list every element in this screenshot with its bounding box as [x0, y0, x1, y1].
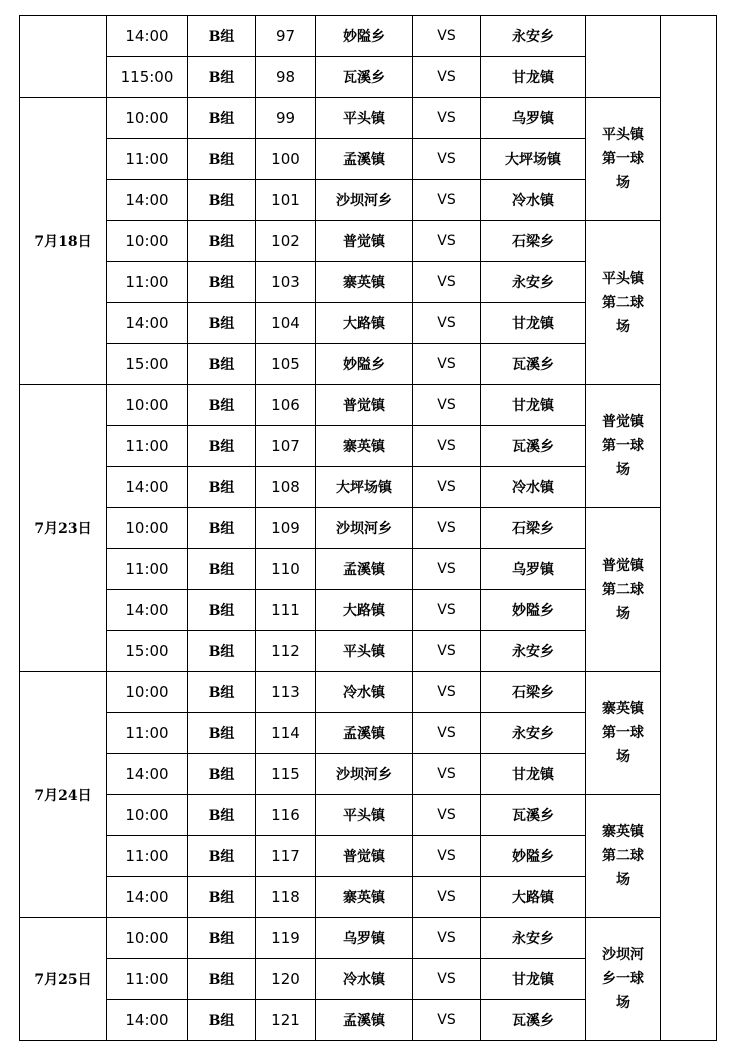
vs-cell: VS — [413, 1000, 481, 1041]
table-row — [20, 385, 717, 426]
time-cell: 14:00 — [107, 303, 188, 344]
away-team-cell: 瓦溪乡 — [481, 426, 586, 467]
match-number-cell: 118 — [256, 877, 316, 918]
match-number-cell: 107 — [256, 426, 316, 467]
date-cell: 7月23日 — [20, 385, 107, 672]
vs-cell: VS — [413, 713, 481, 754]
date-cell — [20, 16, 107, 98]
time-cell: 14:00 — [107, 467, 188, 508]
match-number-cell: 121 — [256, 1000, 316, 1041]
match-number-cell: 110 — [256, 549, 316, 590]
home-team-cell: 寨英镇 — [316, 877, 413, 918]
away-team-cell: 大路镇 — [481, 877, 586, 918]
home-team-cell: 沙坝河乡 — [316, 180, 413, 221]
match-number-cell: 98 — [256, 57, 316, 98]
match-number-cell: 117 — [256, 836, 316, 877]
venue-cell: 普觉镇第一球场 — [586, 385, 661, 508]
time-cell: 14:00 — [107, 590, 188, 631]
table-row — [20, 508, 717, 549]
away-team-cell: 妙隘乡 — [481, 836, 586, 877]
match-number-cell: 116 — [256, 795, 316, 836]
vs-cell: VS — [413, 467, 481, 508]
time-cell: 11:00 — [107, 959, 188, 1000]
table-row — [20, 16, 717, 57]
venue-cell: 寨英镇第一球场 — [586, 672, 661, 795]
group-cell: B组 — [188, 16, 256, 57]
away-team-cell: 永安乡 — [481, 631, 586, 672]
time-cell: 10:00 — [107, 221, 188, 262]
home-team-cell: 孟溪镇 — [316, 1000, 413, 1041]
away-team-cell: 瓦溪乡 — [481, 344, 586, 385]
group-cell: B组 — [188, 344, 256, 385]
match-number-cell: 113 — [256, 672, 316, 713]
home-team-cell: 乌罗镇 — [316, 918, 413, 959]
date-cell: 7月18日 — [20, 98, 107, 385]
table-row — [20, 221, 717, 262]
match-number-cell: 97 — [256, 16, 316, 57]
date-cell: 7月24日 — [20, 672, 107, 918]
time-cell: 11:00 — [107, 836, 188, 877]
time-cell: 14:00 — [107, 754, 188, 795]
home-team-cell: 孟溪镇 — [316, 713, 413, 754]
time-cell: 15:00 — [107, 631, 188, 672]
vs-cell: VS — [413, 139, 481, 180]
home-team-cell: 大路镇 — [316, 590, 413, 631]
home-team-cell: 瓦溪乡 — [316, 57, 413, 98]
time-cell: 11:00 — [107, 549, 188, 590]
away-team-cell: 甘龙镇 — [481, 303, 586, 344]
vs-cell: VS — [413, 918, 481, 959]
time-cell: 11:00 — [107, 426, 188, 467]
group-cell: B组 — [188, 57, 256, 98]
group-cell: B组 — [188, 836, 256, 877]
group-cell: B组 — [188, 631, 256, 672]
match-number-cell: 108 — [256, 467, 316, 508]
vs-cell: VS — [413, 385, 481, 426]
time-cell: 14:00 — [107, 180, 188, 221]
group-cell: B组 — [188, 180, 256, 221]
venue-cell: 平头镇第一球场 — [586, 98, 661, 221]
match-schedule-table — [19, 15, 717, 1041]
vs-cell: VS — [413, 877, 481, 918]
group-cell: B组 — [188, 590, 256, 631]
group-cell: B组 — [188, 1000, 256, 1041]
vs-cell: VS — [413, 959, 481, 1000]
match-number-cell: 114 — [256, 713, 316, 754]
home-team-cell: 平头镇 — [316, 795, 413, 836]
vs-cell: VS — [413, 16, 481, 57]
group-cell: B组 — [188, 672, 256, 713]
group-cell: B组 — [188, 221, 256, 262]
away-team-cell: 瓦溪乡 — [481, 795, 586, 836]
vs-cell: VS — [413, 672, 481, 713]
away-team-cell: 乌罗镇 — [481, 549, 586, 590]
match-number-cell: 100 — [256, 139, 316, 180]
match-number-cell: 101 — [256, 180, 316, 221]
home-team-cell: 平头镇 — [316, 98, 413, 139]
date-cell: 7月25日 — [20, 918, 107, 1041]
away-team-cell: 冷水镇 — [481, 467, 586, 508]
away-team-cell: 永安乡 — [481, 262, 586, 303]
home-team-cell: 沙坝河乡 — [316, 754, 413, 795]
away-team-cell: 乌罗镇 — [481, 98, 586, 139]
group-cell: B组 — [188, 262, 256, 303]
match-number-cell: 99 — [256, 98, 316, 139]
away-team-cell: 甘龙镇 — [481, 385, 586, 426]
group-cell: B组 — [188, 959, 256, 1000]
away-team-cell: 甘龙镇 — [481, 754, 586, 795]
home-team-cell: 冷水镇 — [316, 959, 413, 1000]
group-cell: B组 — [188, 385, 256, 426]
away-team-cell: 妙隘乡 — [481, 590, 586, 631]
home-team-cell: 大路镇 — [316, 303, 413, 344]
away-team-cell: 永安乡 — [481, 918, 586, 959]
table-row — [20, 672, 717, 713]
time-cell: 10:00 — [107, 385, 188, 426]
home-team-cell: 普觉镇 — [316, 836, 413, 877]
away-team-cell: 甘龙镇 — [481, 959, 586, 1000]
group-cell: B组 — [188, 877, 256, 918]
table-row — [20, 98, 717, 139]
venue-cell — [586, 16, 661, 98]
time-cell: 10:00 — [107, 795, 188, 836]
home-team-cell: 孟溪镇 — [316, 549, 413, 590]
home-team-cell: 普觉镇 — [316, 221, 413, 262]
vs-cell: VS — [413, 549, 481, 590]
home-team-cell: 妙隘乡 — [316, 344, 413, 385]
table-row — [20, 918, 717, 959]
away-team-cell: 石梁乡 — [481, 221, 586, 262]
group-cell: B组 — [188, 98, 256, 139]
away-team-cell: 石梁乡 — [481, 508, 586, 549]
time-cell: 11:00 — [107, 139, 188, 180]
group-cell: B组 — [188, 918, 256, 959]
home-team-cell: 孟溪镇 — [316, 139, 413, 180]
time-cell: 10:00 — [107, 918, 188, 959]
match-number-cell: 119 — [256, 918, 316, 959]
away-team-cell: 永安乡 — [481, 16, 586, 57]
match-number-cell: 106 — [256, 385, 316, 426]
home-team-cell: 沙坝河乡 — [316, 508, 413, 549]
venue-cell: 沙坝河乡一球场 — [586, 918, 661, 1041]
time-cell: 10:00 — [107, 508, 188, 549]
time-cell: 115:00 — [107, 57, 188, 98]
time-cell: 14:00 — [107, 1000, 188, 1041]
away-team-cell: 瓦溪乡 — [481, 1000, 586, 1041]
vs-cell: VS — [413, 180, 481, 221]
table-row — [20, 795, 717, 836]
time-cell: 10:00 — [107, 98, 188, 139]
vs-cell: VS — [413, 590, 481, 631]
venue-cell: 普觉镇第二球场 — [586, 508, 661, 672]
time-cell: 10:00 — [107, 672, 188, 713]
venue-cell: 寨英镇第二球场 — [586, 795, 661, 918]
time-cell: 11:00 — [107, 713, 188, 754]
home-team-cell: 寨英镇 — [316, 426, 413, 467]
match-number-cell: 104 — [256, 303, 316, 344]
away-team-cell: 永安乡 — [481, 713, 586, 754]
home-team-cell: 妙隘乡 — [316, 16, 413, 57]
vs-cell: VS — [413, 344, 481, 385]
vs-cell: VS — [413, 836, 481, 877]
home-team-cell: 寨英镇 — [316, 262, 413, 303]
home-team-cell: 大坪场镇 — [316, 467, 413, 508]
vs-cell: VS — [413, 262, 481, 303]
remarks-column — [661, 16, 717, 1041]
group-cell: B组 — [188, 426, 256, 467]
time-cell: 11:00 — [107, 262, 188, 303]
vs-cell: VS — [413, 508, 481, 549]
match-number-cell: 112 — [256, 631, 316, 672]
time-cell: 14:00 — [107, 16, 188, 57]
group-cell: B组 — [188, 549, 256, 590]
vs-cell: VS — [413, 303, 481, 344]
away-team-cell: 甘龙镇 — [481, 57, 586, 98]
home-team-cell: 普觉镇 — [316, 385, 413, 426]
group-cell: B组 — [188, 139, 256, 180]
group-cell: B组 — [188, 303, 256, 344]
group-cell: B组 — [188, 508, 256, 549]
match-number-cell: 120 — [256, 959, 316, 1000]
home-team-cell: 冷水镇 — [316, 672, 413, 713]
group-cell: B组 — [188, 795, 256, 836]
away-team-cell: 石梁乡 — [481, 672, 586, 713]
time-cell: 15:00 — [107, 344, 188, 385]
vs-cell: VS — [413, 795, 481, 836]
venue-cell: 平头镇第二球场 — [586, 221, 661, 385]
vs-cell: VS — [413, 631, 481, 672]
home-team-cell: 平头镇 — [316, 631, 413, 672]
match-number-cell: 103 — [256, 262, 316, 303]
match-number-cell: 102 — [256, 221, 316, 262]
vs-cell: VS — [413, 98, 481, 139]
match-number-cell: 111 — [256, 590, 316, 631]
vs-cell: VS — [413, 221, 481, 262]
time-cell: 14:00 — [107, 877, 188, 918]
vs-cell: VS — [413, 754, 481, 795]
group-cell: B组 — [188, 467, 256, 508]
vs-cell: VS — [413, 426, 481, 467]
match-number-cell: 109 — [256, 508, 316, 549]
group-cell: B组 — [188, 754, 256, 795]
away-team-cell: 大坪场镇 — [481, 139, 586, 180]
group-cell: B组 — [188, 713, 256, 754]
vs-cell: VS — [413, 57, 481, 98]
away-team-cell: 冷水镇 — [481, 180, 586, 221]
match-number-cell: 115 — [256, 754, 316, 795]
match-number-cell: 105 — [256, 344, 316, 385]
